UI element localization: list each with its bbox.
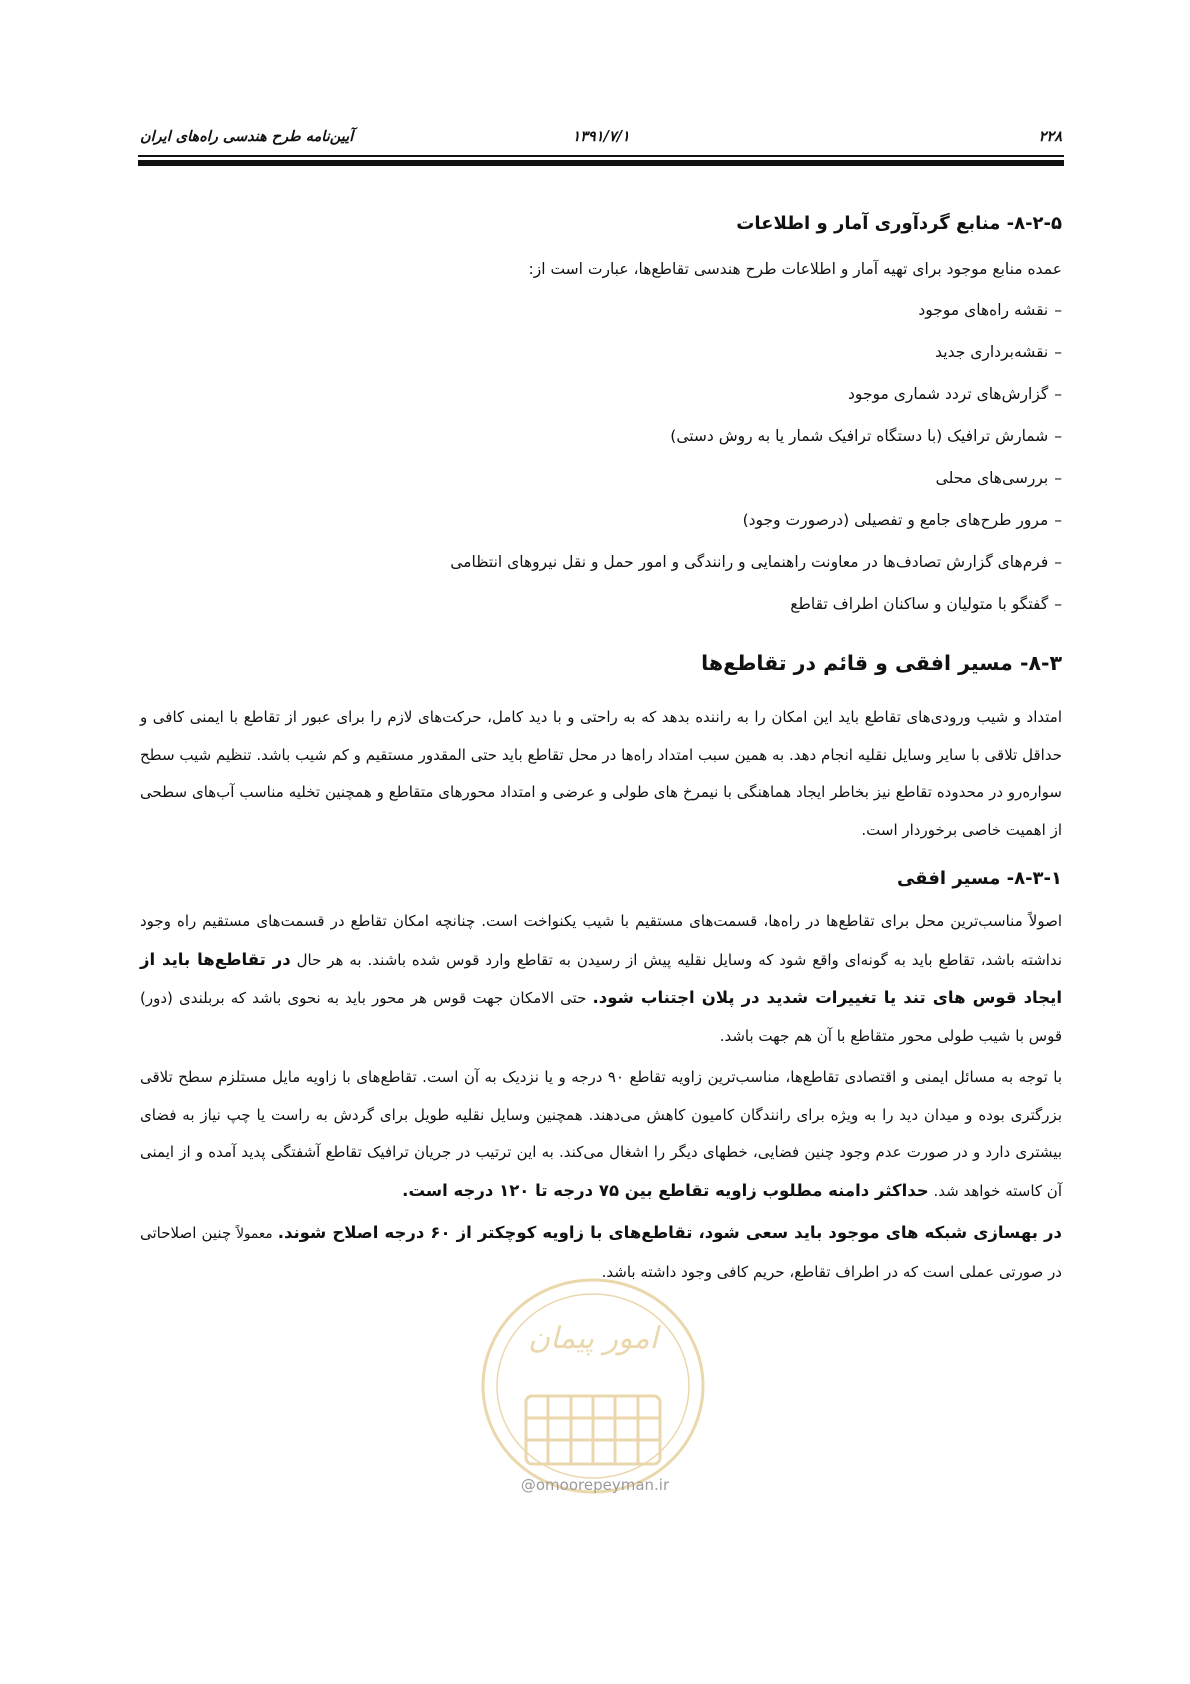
- sources-intro: عمده منابع موجود برای تهیه آمار و اطلاعات طرح هندسی تقاطع‌ها، عبارت است از:: [528, 260, 1062, 278]
- watermark-seal-icon: [468, 1268, 718, 1500]
- sources-list: [140, 297, 1062, 617]
- section-heading-8-2-5: ۸-۲-۵- منابع گردآوری آمار و اطلاعات: [736, 213, 1062, 234]
- emphasis-text: در تقاطع‌ها باید از ایجاد قوس های تند یا تغییرات شدید در پلان اجتناب شود.: [140, 949, 1062, 1007]
- emphasis-text: حداکثر دامنه مطلوب زاویه تقاطع بین ۷۵ درجه تا ۱۲۰ درجه است.: [402, 1180, 929, 1200]
- page-content: [140, 210, 1062, 1295]
- list-item: –نقشه راه‌های موجود: [918, 301, 1062, 319]
- header-rule-thin: [138, 155, 1064, 157]
- horizontal-alignment-paragraph-2: با توجه به مسائل ایمنی و اقتصادی تقاطع‌ها، مناسب‌ترین زاویه تقاطع ۹۰ درجه و یا نزدیک به آن است. تقاطع‌های با زاویه مایل مستلزم سطح تلاقی بزرگتری بوده و میدان دید را به ویژه برای رانندگان کامیون کاهش می‌دهند. همچنین وسایل نقلیه طویل برای گردش به راست یا چپ نیاز به فضای بیشتری دارد و در صورت عدم وجود چنین فضایی، خطهای دیگر را اشغال می‌کند. به این ترتیب در جریان ترافیک تقاطع آشفتگی پدید آمده و از ایمنی آن کاسته خواهد شد. حداکثر دامنه مطلوب زاویه تقاطع بین ۷۵ درجه تا ۱۲۰ درجه است.: [140, 1068, 1062, 1200]
- list-item: –شمارش ترافیک (با دستگاه ترافیک شمار یا به روش دستی): [670, 427, 1062, 445]
- watermark-site-text: @omoorepeyman.ir: [520, 1476, 670, 1494]
- section-heading-8-3-1: ۸-۳-۱- مسیر افقی: [896, 868, 1062, 889]
- horizontal-alignment-paragraph-1: اصولاً مناسب‌ترین محل برای تقاطع‌ها در راه‌ها، قسمت‌های مستقیم با شیب یکنواخت است. چنانچه امکان تقاطع در قسمت‌های مستقیم راه وجود نداشته باشد، تقاطع باید به گونه‌ای واقع شود که وسایل نقلیه پیش از رسیدن به تقاطع وارد قوس شده باشند. به هر حال در تقاطع‌ها باید از ایجاد قوس های تند یا تغییرات شدید در پلان اجتناب شود. حتی الامکان جهت قوس هر محور باید به نحوی باشد که بربلندی (دور) قوس با شیب طولی محور متقاطع با آن هم جهت باشد.: [140, 912, 1063, 1045]
- list-item: –گزارش‌های تردد شماری موجود: [848, 385, 1062, 403]
- list-item: –مرور طرح‌های جامع و تفصیلی (درصورت وجود): [742, 511, 1062, 529]
- list-item: –گفتگو با متولیان و ساکنان اطراف تقاطع: [790, 595, 1062, 613]
- horizontal-alignment-paragraph-3: در بهسازی شبکه های موجود باید سعی شود، تقاطع‌های با زاویه کوچکتر از ۶۰ درجه اصلاح شوند. معمولاً چنین اصلاحاتی در صورتی عملی است که در اطراف تقاطع، حریم کافی وجود داشته باشد.: [140, 1223, 1062, 1281]
- page-number: ۲۲۸: [1038, 128, 1062, 145]
- section-8-3-paragraph: امتداد و شیب ورودی‌های تقاطع باید این امکان را به راننده بدهد که به راحتی و با دید کامل، حرکت‌های لازم را برای عبور از تقاطع با ایمنی کافی و حداقل تلاقی با سایر وسایل نقلیه انجام دهد. به همین سبب امتداد راه‌ها در محل تقاطع باید حتی المقدور مستقیم و کم شیب باشد. تنظیم شیب سطح سواره‌رو در محدوده تقاطع نیز بخاطر ایجاد هماهنگی با نیمرخ های طولی و عرضی و امتداد محورهای متقاطع و همچنین تخلیه مناسب آب‌های سطحی از اهمیت خاصی برخوردار است.: [140, 708, 1062, 839]
- header-date: ۱۳۹۱/۷/۱: [572, 128, 630, 145]
- emphasis-text: در بهسازی شبکه های موجود باید سعی شود، تقاطع‌های با زاویه کوچکتر از ۶۰ درجه اصلاح شوند.: [277, 1223, 1062, 1242]
- running-header: [138, 126, 1064, 152]
- book-title: آیین‌نامه طرح هندسی راه‌های ایران: [140, 128, 354, 145]
- list-item: –نقشه‌برداری جدید: [935, 343, 1062, 361]
- list-item: –فرم‌های گزارش تصادف‌ها در معاونت راهنمایی و رانندگی و امور حمل و نقل نیروهای انتظامی: [450, 553, 1062, 571]
- list-item: –بررسی‌های محلی: [935, 469, 1062, 487]
- watermark-seal-text: امور پیمان: [528, 1321, 658, 1356]
- section-heading-8-3: ۸-۳- مسیر افقی و قائم در تقاطع‌ها: [701, 651, 1062, 675]
- header-rule-thick: [138, 160, 1064, 166]
